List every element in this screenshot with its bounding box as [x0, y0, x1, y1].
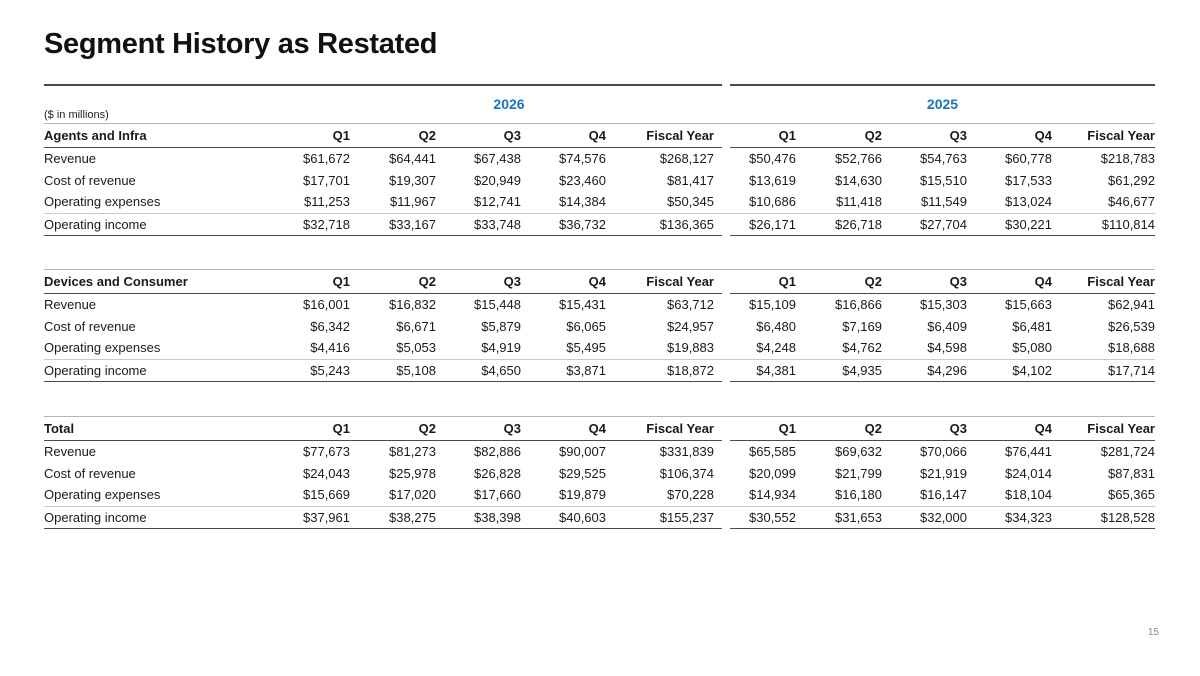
- table-cell-value: $26,539: [1108, 318, 1155, 334]
- table-cell-value: $20,099: [749, 465, 796, 481]
- column-header: Fiscal Year: [646, 128, 714, 143]
- column-header: Q1: [332, 274, 350, 289]
- row-label: Operating expenses: [44, 487, 161, 502]
- table-cell-value: $25,978: [389, 465, 436, 481]
- units-note: ($ in millions): [44, 109, 109, 121]
- row-label: Operating income: [44, 216, 147, 232]
- table-cell-value: $4,650: [481, 362, 521, 378]
- table-cell-value: $82,886: [474, 444, 521, 459]
- section-top-rule: [44, 269, 1155, 270]
- table-cell-value: $54,763: [920, 151, 967, 166]
- table-cell-value: $5,080: [1012, 340, 1052, 355]
- row-label: Cost of revenue: [44, 318, 136, 334]
- column-header: Q2: [864, 274, 882, 289]
- column-header: Q1: [778, 421, 796, 436]
- column-header: Q4: [588, 421, 606, 436]
- table-cell-value: $155,237: [659, 509, 714, 525]
- page-title: Segment History as Restated: [44, 28, 438, 60]
- table-cell-value: $4,762: [842, 340, 882, 355]
- table-cell-value: $30,552: [749, 509, 796, 525]
- column-header: Q1: [778, 128, 796, 143]
- table-cell-value: $5,879: [481, 318, 521, 334]
- table-cell-value: $70,228: [667, 487, 714, 502]
- table-row: [44, 484, 1155, 506]
- table-cell-value: $74,576: [559, 151, 606, 166]
- table-cell-value: $27,704: [920, 216, 967, 232]
- table-cell-value: $136,365: [659, 216, 714, 232]
- column-header: Q2: [418, 128, 436, 143]
- table-cell-value: $17,714: [1108, 362, 1155, 378]
- table-cell-value: $61,292: [1108, 172, 1155, 188]
- table-cell-value: $21,799: [835, 465, 882, 481]
- table-cell-value: $90,007: [559, 444, 606, 459]
- section-header-row: [44, 271, 1155, 294]
- row-label: Operating income: [44, 362, 147, 378]
- table-cell-value: $33,167: [389, 216, 436, 232]
- table-cell-value: $6,671: [396, 318, 436, 334]
- table-cell-value: $110,814: [1101, 216, 1155, 232]
- table-row: [44, 359, 1155, 383]
- table-cell-value: $18,104: [1005, 487, 1052, 502]
- year-2026-rule: [44, 84, 722, 86]
- table-cell-value: $34,323: [1005, 509, 1052, 525]
- table-cell-value: $52,766: [835, 151, 882, 166]
- column-header: Q4: [1034, 421, 1052, 436]
- table-cell-value: $21,919: [920, 465, 967, 481]
- table-cell-value: $14,934: [749, 487, 796, 502]
- table-cell-value: $11,418: [835, 194, 882, 209]
- table-cell-value: $15,431: [559, 297, 606, 312]
- table-cell-value: $46,677: [1108, 194, 1155, 209]
- table-cell-value: $4,935: [842, 362, 882, 378]
- column-header: Q2: [864, 128, 882, 143]
- table-cell-value: $4,381: [756, 362, 796, 378]
- table-cell-value: $19,307: [389, 172, 436, 188]
- table-cell-value: $50,476: [749, 151, 796, 166]
- table-cell-value: $15,663: [1005, 297, 1052, 312]
- year-2025-rule: [730, 84, 1155, 86]
- table-cell-value: $17,020: [389, 487, 436, 502]
- page-number: 15: [1147, 627, 1159, 638]
- table-cell-value: $65,585: [749, 444, 796, 459]
- table-cell-value: $5,108: [396, 362, 436, 378]
- column-header: Q3: [503, 274, 521, 289]
- table-cell-value: $5,495: [566, 340, 606, 355]
- table-cell-value: $3,871: [566, 362, 606, 378]
- table-cell-value: $50,345: [667, 194, 714, 209]
- column-header: Q3: [503, 421, 521, 436]
- table-cell-value: $10,686: [749, 194, 796, 209]
- table-cell-value: $62,941: [1108, 297, 1155, 312]
- table-cell-value: $17,701: [303, 172, 350, 188]
- table-cell-value: $19,883: [667, 340, 714, 355]
- table-cell-value: $33,748: [474, 216, 521, 232]
- table-cell-value: $14,630: [835, 172, 882, 188]
- table-cell-value: $64,441: [389, 151, 436, 166]
- table-cell-value: $65,365: [1108, 487, 1155, 502]
- column-header: Q3: [949, 421, 967, 436]
- table-cell-value: $32,718: [303, 216, 350, 232]
- table-row: [44, 506, 1155, 530]
- table-row: [44, 170, 1155, 192]
- year-2026-label: 2026: [493, 96, 525, 112]
- section-name: Devices and Consumer: [44, 274, 188, 289]
- table-cell-value: $16,832: [389, 297, 436, 312]
- table-cell-value: $4,919: [481, 340, 521, 355]
- column-header: Q3: [949, 274, 967, 289]
- column-header: Fiscal Year: [1087, 128, 1155, 143]
- section-header-row: [44, 125, 1155, 148]
- table-cell-value: $24,014: [1005, 465, 1052, 481]
- row-label: Operating income: [44, 509, 147, 525]
- table-row: [44, 191, 1155, 213]
- table-cell-value: $81,273: [389, 444, 436, 459]
- table-cell-value: $81,417: [667, 172, 714, 188]
- table-cell-value: $19,879: [559, 487, 606, 502]
- table-cell-value: $5,243: [310, 362, 350, 378]
- table-cell-value: $37,961: [303, 509, 350, 525]
- table-cell-value: $77,673: [303, 444, 350, 459]
- column-header: Fiscal Year: [646, 274, 714, 289]
- table-cell-value: $16,180: [835, 487, 882, 502]
- table-row: [44, 148, 1155, 170]
- table-row: [44, 213, 1155, 237]
- table-cell-value: $60,778: [1005, 151, 1052, 166]
- table-cell-value: $4,598: [927, 340, 967, 355]
- table-cell-value: $4,296: [927, 362, 967, 378]
- table-cell-value: $38,398: [474, 509, 521, 525]
- table-cell-value: $69,632: [835, 444, 882, 459]
- table-cell-value: $26,828: [474, 465, 521, 481]
- table-cell-value: $16,866: [835, 297, 882, 312]
- table-cell-value: $4,248: [756, 340, 796, 355]
- table-cell-value: $67,438: [474, 151, 521, 166]
- table-cell-value: $31,653: [835, 509, 882, 525]
- table-cell-value: $6,342: [310, 318, 350, 334]
- row-label: Revenue: [44, 444, 97, 459]
- table-cell-value: $24,957: [667, 318, 714, 334]
- table-cell-value: $6,409: [927, 318, 967, 334]
- table-cell-value: $26,171: [749, 216, 796, 232]
- table-cell-value: $26,718: [835, 216, 882, 232]
- table-cell-value: $11,549: [920, 194, 967, 209]
- table-cell-value: $18,872: [667, 362, 714, 378]
- table-cell-value: $23,460: [559, 172, 606, 188]
- column-header: Q3: [949, 128, 967, 143]
- table-cell-value: $63,712: [667, 297, 714, 312]
- section-name: Total: [44, 421, 75, 436]
- column-header: Q4: [588, 128, 606, 143]
- table-cell-value: $15,669: [303, 487, 350, 502]
- table-cell-value: $16,147: [920, 487, 967, 502]
- table-cell-value: $13,619: [749, 172, 796, 188]
- table-cell-value: $18,688: [1108, 340, 1155, 355]
- row-label: Revenue: [44, 151, 97, 166]
- table-cell-value: $11,253: [303, 194, 350, 209]
- table-cell-value: $4,416: [310, 340, 350, 355]
- table-cell-value: $6,481: [1012, 318, 1052, 334]
- table-cell-value: $4,102: [1012, 362, 1052, 378]
- table-cell-value: $17,660: [474, 487, 521, 502]
- table-cell-value: $30,221: [1005, 216, 1052, 232]
- table-row: [44, 337, 1155, 359]
- table-cell-value: $281,724: [1100, 444, 1155, 459]
- table-row: [44, 463, 1155, 485]
- table-cell-value: $15,303: [920, 297, 967, 312]
- table-row: [44, 294, 1155, 316]
- column-header: Q4: [1034, 128, 1052, 143]
- table-cell-value: $15,510: [920, 172, 967, 188]
- column-header: Q1: [332, 128, 350, 143]
- column-header: Q2: [864, 421, 882, 436]
- table-cell-value: $40,603: [559, 509, 606, 525]
- table-cell-value: $61,672: [303, 151, 350, 166]
- table-cell-value: $331,839: [659, 444, 714, 459]
- table-cell-value: $268,127: [659, 151, 714, 166]
- table-cell-value: $36,732: [559, 216, 606, 232]
- column-header: Fiscal Year: [646, 421, 714, 436]
- table-cell-value: $6,065: [566, 318, 606, 334]
- row-label: Cost of revenue: [44, 465, 136, 481]
- section-top-rule: [44, 416, 1155, 417]
- row-label: Operating expenses: [44, 340, 161, 355]
- table-cell-value: $70,066: [920, 444, 967, 459]
- column-header: Q4: [1034, 274, 1052, 289]
- table-cell-value: $20,949: [474, 172, 521, 188]
- table-cell-value: $32,000: [920, 509, 967, 525]
- column-header: Q1: [778, 274, 796, 289]
- table-cell-value: $14,384: [559, 194, 606, 209]
- table-cell-value: $218,783: [1100, 151, 1155, 166]
- units-rule: [44, 123, 1155, 124]
- column-header: Q4: [588, 274, 606, 289]
- column-header: Fiscal Year: [1087, 421, 1155, 436]
- section-header-row: [44, 418, 1155, 441]
- table-cell-value: $5,053: [396, 340, 436, 355]
- table-cell-value: $24,043: [303, 465, 350, 481]
- table-cell-value: $17,533: [1005, 172, 1052, 188]
- row-label: Cost of revenue: [44, 172, 136, 188]
- table-cell-value: $15,448: [474, 297, 521, 312]
- table-row: [44, 441, 1155, 463]
- table-cell-value: $106,374: [659, 465, 714, 481]
- year-2025-label: 2025: [926, 96, 959, 112]
- section-name: Agents and Infra: [44, 128, 147, 143]
- table-cell-value: $7,169: [842, 318, 882, 334]
- table-cell-value: $76,441: [1005, 444, 1052, 459]
- row-label: Revenue: [44, 297, 97, 312]
- column-header: Q2: [418, 274, 436, 289]
- table-cell-value: $29,525: [559, 465, 606, 481]
- table-cell-value: $38,275: [389, 509, 436, 525]
- column-header: Q3: [503, 128, 521, 143]
- column-header: Fiscal Year: [1087, 274, 1155, 289]
- table-cell-value: $87,831: [1108, 465, 1155, 481]
- table-cell-value: $128,528: [1100, 509, 1155, 525]
- row-label: Operating expenses: [44, 194, 161, 209]
- table-row: [44, 316, 1155, 338]
- table-cell-value: $13,024: [1005, 194, 1052, 209]
- table-cell-value: $15,109: [749, 297, 796, 312]
- table-cell-value: $11,967: [389, 194, 436, 209]
- column-header: Q1: [332, 421, 350, 436]
- table-cell-value: $12,741: [474, 194, 521, 209]
- column-header: Q2: [418, 421, 436, 436]
- table-cell-value: $16,001: [303, 297, 350, 312]
- table-cell-value: $6,480: [756, 318, 796, 334]
